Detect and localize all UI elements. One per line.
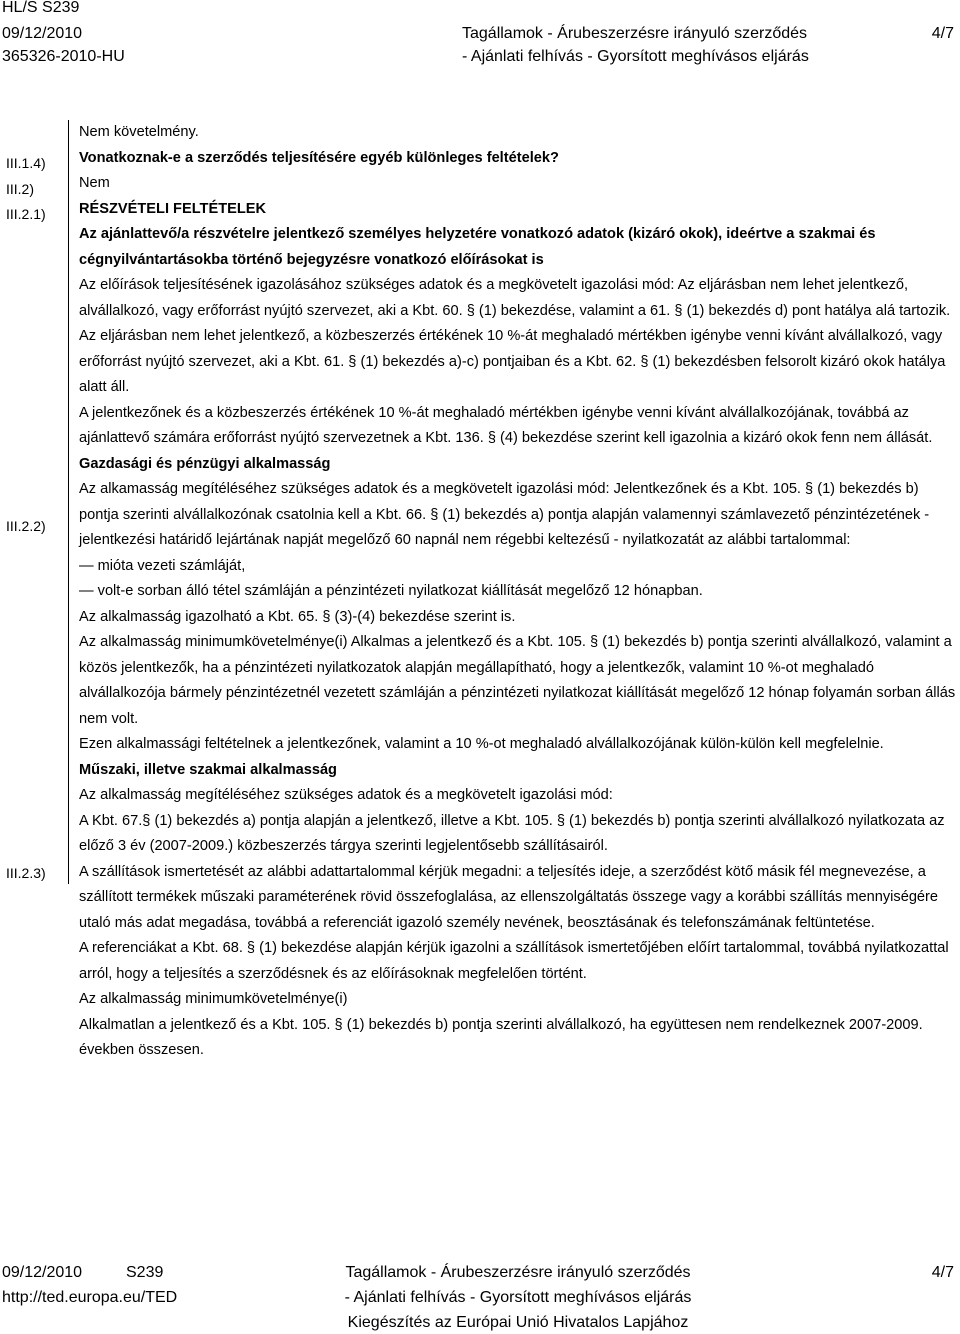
- footer-title-line1: Tagállamok - Árubeszerzésre irányuló szerződés: [345, 1264, 691, 1281]
- body-paragraph: A szállítások ismertetését az alábbi adattartalommal kérjük megadni: a teljesítés ideje, a szerződést kötő másik fél megnevezése, a szállított termékek műszaki paraméterének rövid összefoglalása, az ellenszolgáltatás összege vagy a korábbi szállítás mennyiségére utaló más adat megadása, továbbá a referenciát igazoló személy nevének, beosztásának és telefonszámának feltüntetése.: [79, 863, 939, 931]
- header-title-line1: Tagállamok - Árubeszerzésre irányuló szerződés: [462, 25, 808, 42]
- body-paragraph: Ezen alkalmassági feltételnek a jelentkezőnek, valamint a 10 %-ot meghaladó alvállalkozójának külön-külön kell megfelelnie.: [79, 736, 884, 752]
- answer-text: Nem: [79, 175, 110, 191]
- page-header: [0, 0, 960, 70]
- section-heading: RÉSZVÉTELI FELTÉTELEK: [79, 200, 267, 217]
- footer-date: 09/12/2010: [2, 1264, 83, 1281]
- page-footer: [0, 1260, 960, 1334]
- footer-page-number: 4/7: [931, 1264, 954, 1281]
- header-title-line2: - Ajánlati felhívás - Gyorsított meghívásos eljárás: [462, 48, 809, 65]
- body-paragraph: Az előírások teljesítésének igazolásához szükséges adatok és a megkövetelt igazolási mód: Az eljárásban nem lehet jelentkező, alvállalkozó, vagy erőforrást nyújtó szervezet, aki a Kbt. 60. § (1) bekezdése, valamint a 61. § (1) bekezdés d) pont hatálya alá tartozik.: [79, 277, 951, 319]
- body-paragraph: Nem követelmény.: [79, 124, 199, 140]
- body-paragraph: Az alkamasság megítéléséhez szükséges adatok és a megkövetelt igazolási mód: Jelentkezőnek és a Kbt. 105. § (1) bekezdés b) pontja szerinti alvállalkozónak csatolnia kell a Kbt. 66. § (1) bekezdés a) pontja alapján valamennyi számlavezető pénzintézetének - jelentkezési határidő lejártának napját megelőző 60 napnál nem régebbi keltezésű - nyilatkozatát az alábbi tartalommal:: [79, 481, 930, 548]
- section-label-iii-2-1: III.2.1): [6, 206, 46, 222]
- subsection-heading: Az ajánlattevő/a részvételre jelentkező személyes helyzetére vonatkozó adatok (kizáró okok), ideértve a szakmai és cégnyilvántartásokba történő bejegyzésre vonatkozó előírásokat is: [79, 226, 876, 268]
- body-paragraph: A referenciákat a Kbt. 68. § (1) bekezdése alapján kérjük igazolni a szállítások ismertetőjében előírt tartalommal, továbbá nyilatkozattal arról, hogy a teljesítés a szerződésnek és az előírásoknak megfelelően történt.: [79, 940, 949, 982]
- body-paragraph: Az eljárásban nem lehet jelentkező, a közbeszerzés értékének 10 %-át meghaladó mértékben igénybe venni kívánt alvállalkozó, vagy erőforrást nyújtó szervezet, aki a Kbt. 61. § (1) bekezdés a)-c) pontjaiban és a Kbt. 62. § (1) bekezdésben felsorolt kizáró okok hatálya alatt áll.: [79, 328, 946, 395]
- header-doc-code: HL/S S239: [2, 0, 80, 16]
- list-item: — mióta vezeti számláját,: [79, 557, 246, 574]
- body-paragraph: Az alkalmasság igazolható a Kbt. 65. § (3)-(4) bekezdése szerint is.: [79, 608, 516, 625]
- body-paragraph: A Kbt. 67.§ (1) bekezdés a) pontja alapján a jelentkező, illetve a Kbt. 105. § (1) bekezdés b) pontja szerinti alvállalkozó nyilatkozata az előző 3 év (2007-2009.) közbeszerzés tárgya szerinti legjelentősebb szállításairól.: [79, 812, 945, 854]
- section-label-iii-2-3: III.2.3): [6, 865, 46, 881]
- section-label-iii-1-4: III.1.4): [6, 155, 46, 171]
- footer-code: S239: [126, 1264, 164, 1281]
- body-paragraph: Az alkalmasság minimumkövetelménye(i) Alkalmas a jelentkező és a Kbt. 105. § (1) bekezdés b) pontja szerinti alvállalkozó, valamint a közös jelentkezők, ha a pénzintézeti nyilatkozatok alapján megállapítható, hogy a jelentkezők, valamint 10 %-ot meghaladó alvállalkozója bármely pénzintézetnél vezetett számláján a pénzintézeti nyilatkozat kiállítását megelőző 12 hónap folyamán sorban állás nem volt.: [79, 634, 956, 727]
- subsection-heading: Műszaki, illetve szakmai alkalmasság: [79, 761, 337, 778]
- section-label-iii-2: III.2): [6, 181, 35, 197]
- body-paragraph: A jelentkezőnek és a közbeszerzés értékének 10 %-át meghaladó mértékben igénybe venni kívánt alvállalkozójának, továbbá az ajánlattevő számára erőforrást nyújtó szervezetnek a Kbt. 136. § (4) bekezdése szerint kell igazolnia a kizáró okok fenn nem állását.: [79, 404, 933, 446]
- subsection-heading: Gazdasági és pénzügyi alkalmasság: [79, 455, 331, 472]
- footer-url-link[interactable]: http://ted.europa.eu/TED: [2, 1289, 178, 1306]
- list-item: — volt-e sorban álló tétel számláján a pénzintézeti nyilatkozat kiállítását megelőző 12 hónapban.: [79, 583, 703, 599]
- header-page-number: 4/7: [931, 25, 954, 42]
- body-paragraph: Az alkalmasság megítéléséhez szükséges adatok és a megkövetelt igazolási mód:: [79, 787, 613, 803]
- footer-title-line2: - Ajánlati felhívás - Gyorsított meghívásos eljárás: [344, 1289, 692, 1306]
- document-body: [79, 120, 959, 1064]
- header-date: 09/12/2010: [2, 25, 83, 42]
- body-paragraph: Az alkalmasság minimumkövetelménye(i): [79, 991, 348, 1007]
- body-paragraph: Alkalmatlan a jelentkező és a Kbt. 105. § (1) bekezdés b) pontja szerinti alvállalkozó, ha együttesen nem rendelkeznek 2007-2009. években összesen.: [79, 1016, 923, 1058]
- question-heading: Vonatkoznak-e a szerződés teljesítésére egyéb különleges feltételek?: [79, 149, 559, 166]
- header-notice-number: 365326-2010-HU: [2, 48, 125, 65]
- label-divider-line: [68, 120, 69, 884]
- section-label-iii-2-2: III.2.2): [6, 518, 46, 534]
- footer-title-line3: Kiegészítés az Európai Unió Hivatalos Lapjához: [347, 1314, 689, 1331]
